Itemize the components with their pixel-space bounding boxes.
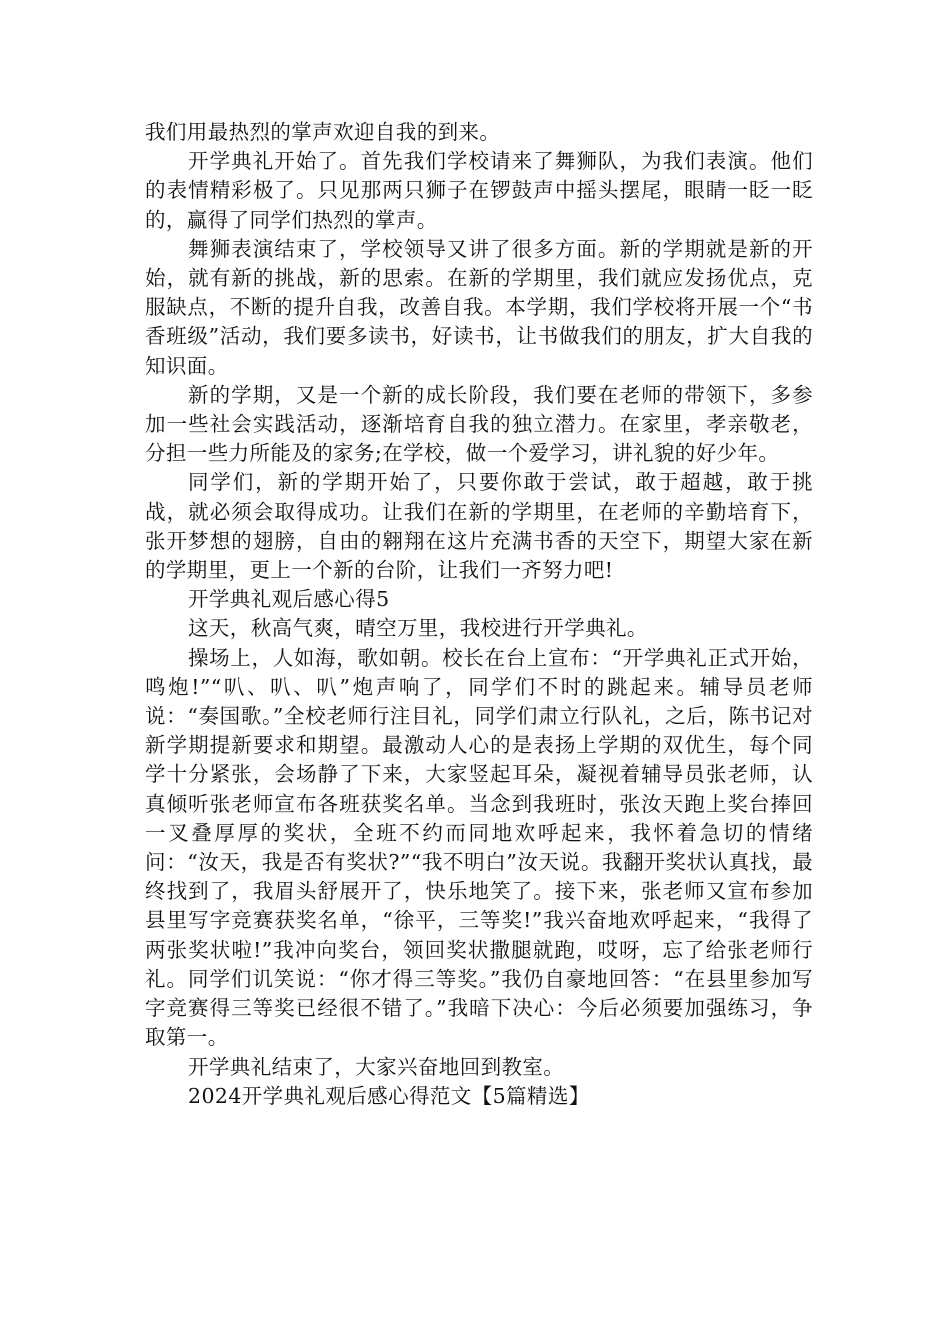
document-footer-title: 2024开学典礼观后感心得范文【5篇精选】 [188, 1083, 590, 1108]
paragraph-3: 舞狮表演结束了，学校领导又讲了很多方面。新的学期就是新的开始，就有新的挑战，新的思索。在新的学期里，我们就应发扬优点，克服缺点，不断的提升自我，改善自我。本学期，我们学校将开展一个“书香班级”活动，我们要多读书，好读书，让书做我们的朋友，扩大自我的知识面。 [145, 236, 813, 378]
paragraph-4: 新的学期，又是一个新的成长阶段，我们要在老师的带领下，多参加一些社会实践活动，逐渐培育自我的独立潜力。在家里，孝亲敬老，分担一些力所能及的家务;在学校，做一个爱学习，讲礼貌的好少年。 [145, 382, 813, 466]
paragraph-6: 这天，秋高气爽，晴空万里，我校进行开学典礼。 [188, 616, 648, 641]
paragraph-5: 同学们，新的学期开始了，只要你敢于尝试，敢于超越，敢于挑战，就必须会取得成功。让我们在新的学期里，在老师的辛勤培育下，张开梦想的翅膀，自由的翱翔在这片充满书香的天空下，期望大家在新的学期里，更上一个新的台阶，让我们一齐努力吧! [145, 470, 813, 583]
paragraph-8: 开学典礼结束了，大家兴奋地回到教室。 [188, 1054, 565, 1079]
paragraph-2: 开学典礼开始了。首先我们学校请来了舞狮队，为我们表演。他们的表情精彩极了。只见那两只狮子在锣鼓声中摇头摆尾，眼睛一眨一眨的，赢得了同学们热烈的掌声。 [145, 149, 813, 232]
section-heading: 开学典礼观后感心得5 [188, 587, 390, 612]
paragraph-7: 操场上，人如海，歌如朝。校长在台上宣布：“开学典礼正式开始，鸣炮!”“叭、叭、叭”炮声响了，同学们不时的跳起来。辅导员老师说：“奏国歌。”全校老师行注目礼，同学们肃立行队礼，之后，陈书记对新学期提新要求和期望。最激动人心的是表扬上学期的双优生，每个同学十分紧张，会场静了下来，大家竖起耳朵，凝视着辅导员张老师，认真倾听张老师宣布各班获奖名单。当念到我班时，张汝天跑上奖台捧回一叉叠厚厚的奖状，全班不约而同地欢呼起来，我怀着急切的情绪问：“汝天，我是否有奖状?”“我不明白”汝天说。我翻开奖状认真找，最终找到了，我眉头舒展开了，快乐地笑了。接下来，张老师又宣布参加县里写字竞赛获奖名单，“徐平，三等奖!”我兴奋地欢呼起来，“我得了两张奖状啦!”我冲向奖台，领回奖状撒腿就跑，哎呀，忘了给张老师行礼。同学们讥笑说：“你才得三等奖。”我仍自豪地回答：“在县里参加写字竞赛得三等奖已经很不错了。”我暗下决心：今后必须要加强练习，争取第一。 [145, 645, 813, 1050]
paragraph-1: 我们用最热烈的掌声欢迎自我的到来。 [145, 120, 501, 144]
document-body [145, 118, 813, 1111]
